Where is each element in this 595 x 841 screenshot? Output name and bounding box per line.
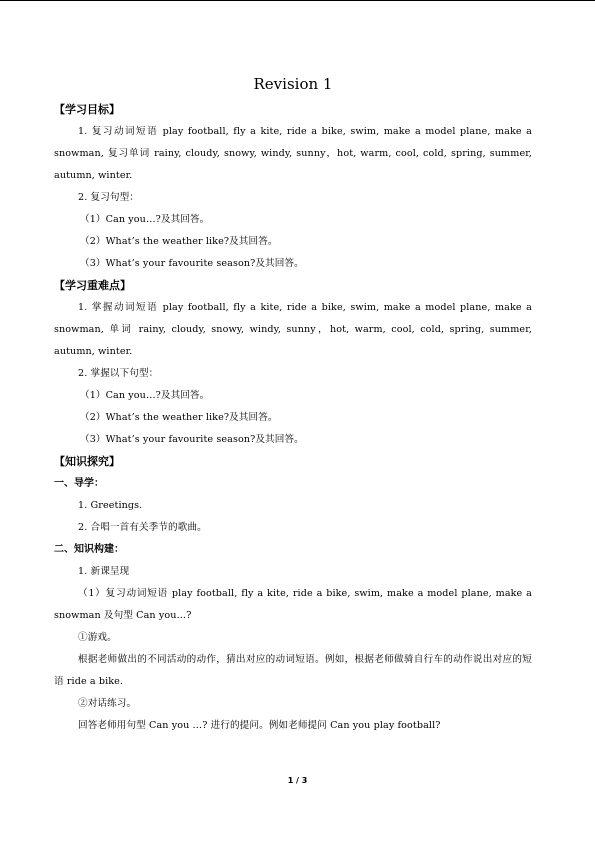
build-item-4: 根据老师做出的不同活动的动作，猜出对应的动词短语。例如，根据老师做骑自行车的动作说出对应的短语 ride a bike. bbox=[54, 654, 532, 687]
build-item-3: ①游戏。 bbox=[78, 632, 117, 643]
page-title: Revision 1 bbox=[253, 75, 333, 93]
goals-item-1: （1）Can you…?及其回答。 bbox=[80, 214, 210, 225]
build-item-1: 1. 新课呈现 bbox=[78, 566, 130, 577]
goals-item-3: （3）What’s your favourite season?及其回答。 bbox=[80, 258, 304, 269]
goals-item-2: （2）What’s the weather like?及其回答。 bbox=[80, 236, 278, 247]
key-points-paragraph-1: 1. 掌握动词短语 play football, fly a kite, ride a bike, swim, make a model plane, make a snowman, 单词 rainy, cloudy, snowy, windy, sunny，hot, warm, cool, cold, spring, summer, autumn, winter. bbox=[54, 302, 532, 357]
key-points-item-3: （3）What’s your favourite season?及其回答。 bbox=[80, 434, 304, 445]
document-page bbox=[54, 74, 532, 737]
subheading-build: 二、知识构建： bbox=[54, 544, 124, 555]
goals-paragraph-1: 1. 复习动词短语 play football, fly a kite, ride a bike, swim, make a model plane, make a snowman, 复习单词 rainy, cloudy, snowy, windy, sunny，hot, warm, cool, cold, spring, summer, autumn, winter. bbox=[54, 126, 532, 181]
build-item-2: （1）复习动词短语 play football, fly a kite, ride a bike, swim, make a model plane, make a snowman 及句型 Can you…? bbox=[54, 588, 532, 621]
goals-paragraph-2: 2. 复习句型： bbox=[78, 192, 139, 203]
key-points-paragraph-2: 2. 掌握以下句型： bbox=[78, 368, 159, 379]
subheading-guide: 一、导学： bbox=[54, 478, 104, 489]
guide-item-1: 1. Greetings. bbox=[78, 500, 143, 511]
page-number: 1 / 3 bbox=[287, 776, 308, 785]
section-heading-goals: 【学习目标】 bbox=[54, 103, 120, 116]
section-heading-key-points: 【学习重难点】 bbox=[54, 279, 131, 292]
key-points-item-1: （1）Can you…?及其回答。 bbox=[80, 390, 210, 401]
build-item-5: ②对话练习。 bbox=[78, 698, 137, 709]
top-border-line bbox=[0, 0, 595, 1]
section-heading-explore: 【知识探究】 bbox=[54, 455, 120, 468]
guide-item-2: 2. 合唱一首有关季节的歌曲。 bbox=[78, 522, 207, 533]
build-item-6: 回答老师用句型 Can you …? 进行的提问。例如老师提问 Can you play football? bbox=[78, 720, 441, 731]
key-points-item-2: （2）What’s the weather like?及其回答。 bbox=[80, 412, 278, 423]
